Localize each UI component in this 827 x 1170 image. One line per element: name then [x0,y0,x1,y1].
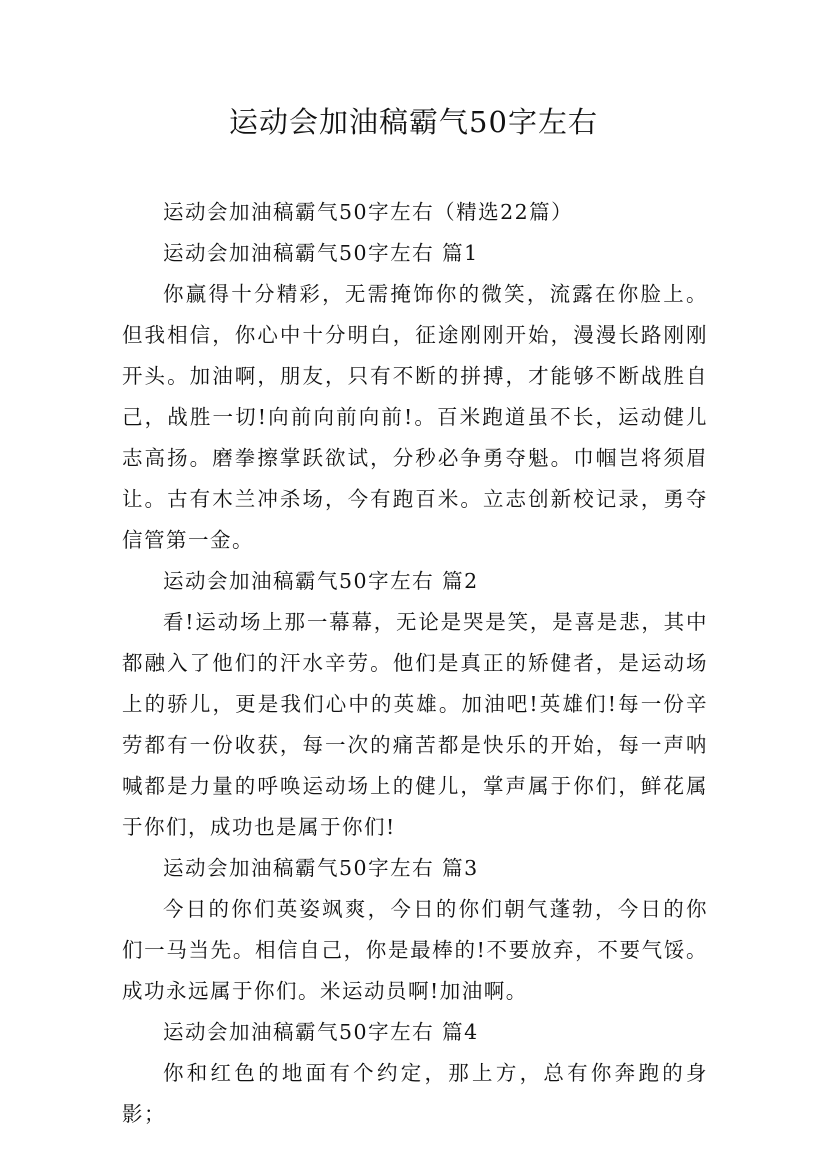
section-paragraph: 你和红色的地面有个约定，那上方，总有你奔跑的身影； [122,1061,708,1126]
document-title: 运动会加油稿霸气50字左右 [229,105,598,139]
section-paragraph: 今日的你们英姿飒爽，今日的你们朝气蓬勃，今日的你们一马当先。相信自己，你是最棒的!不要放弃，不要气馁。成功永远属于你们。米运动员啊!加油啊。 [122,897,708,1003]
section-heading: 运动会加油稿霸气50字左右 篇3 [163,856,479,880]
document-body [122,192,708,1135]
section-paragraph: 你赢得十分精彩，无需掩饰你的微笑，流露在你脸上。但我相信，你心中十分明白，征途刚刚开始，漫漫长路刚刚开头。加油啊，朋友，只有不断的拼搏，才能够不断战胜自己，战胜一切!向前向前向前!。百米跑道虽不长，运动健儿志高扬。磨拳擦掌跃欲试，分秒必争勇夺魁。巾帼岂将须眉让。古有木兰冲杀场，今有跑百米。立志创新校记录，勇夺信管第一金。 [122,282,708,552]
intro-line: 运动会加油稿霸气50字左右（精选22篇） [163,200,574,224]
section-paragraph: 看!运动场上那一幕幕，无论是哭是笑，是喜是悲，其中都融入了他们的汗水辛劳。他们是真正的矫健者，是运动场上的骄儿，更是我们心中的英雄。加油吧!英雄们!每一份辛劳都有一份收获，每一次的痛苦都是快乐的开始，每一声呐喊都是力量的呼唤运动场上的健儿，掌声属于你们，鲜花属于你们，成功也是属于你们! [122,610,708,839]
section-heading: 运动会加油稿霸气50字左右 篇4 [163,1020,479,1044]
section-heading: 运动会加油稿霸气50字左右 篇1 [163,241,479,265]
section-heading: 运动会加油稿霸气50字左右 篇2 [163,569,479,593]
